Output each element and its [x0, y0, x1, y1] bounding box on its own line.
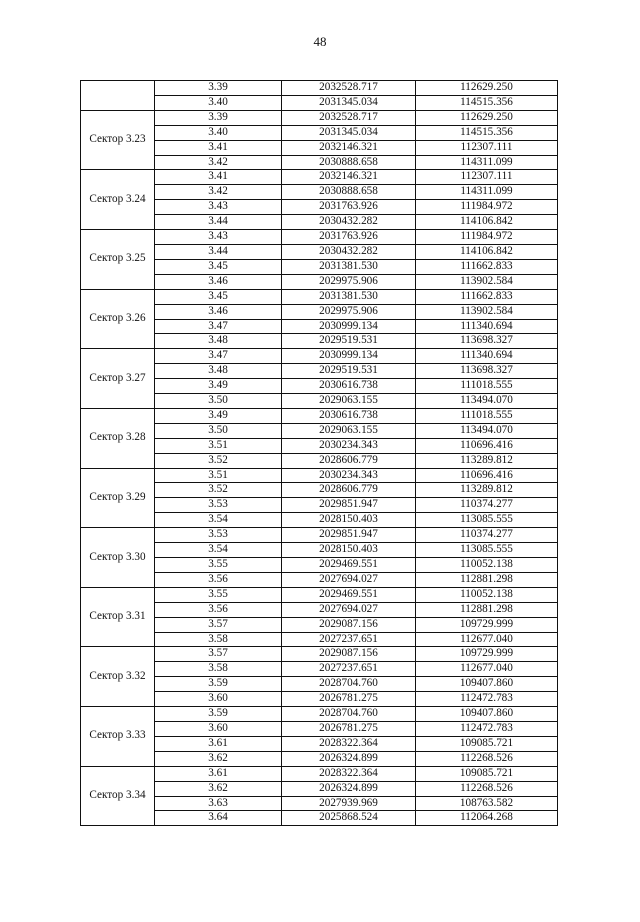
- point-number-cell: 3.58: [155, 662, 282, 677]
- y-coordinate-cell: 109085.721: [416, 736, 558, 751]
- point-number-cell: 3.41: [155, 140, 282, 155]
- point-number-cell: 3.42: [155, 155, 282, 170]
- y-coordinate-cell: 111984.972: [416, 230, 558, 245]
- x-coordinate-cell: 2026781.275: [282, 692, 416, 707]
- x-coordinate-cell: 2026324.899: [282, 781, 416, 796]
- table-row: [81, 528, 558, 543]
- point-number-cell: 3.60: [155, 721, 282, 736]
- sector-name-cell: Сектор 3.24: [81, 170, 155, 230]
- point-number-cell: 3.57: [155, 647, 282, 662]
- point-number-cell: 3.44: [155, 215, 282, 230]
- sector-name-cell: Сектор 3.27: [81, 349, 155, 409]
- point-number-cell: 3.62: [155, 781, 282, 796]
- point-number-cell: 3.52: [155, 453, 282, 468]
- y-coordinate-cell: 113085.555: [416, 543, 558, 558]
- x-coordinate-cell: 2032146.321: [282, 140, 416, 155]
- sector-name-cell: [81, 81, 155, 111]
- point-number-cell: 3.61: [155, 766, 282, 781]
- x-coordinate-cell: 2030616.738: [282, 408, 416, 423]
- point-number-cell: 3.55: [155, 558, 282, 573]
- table-row: [81, 587, 558, 602]
- y-coordinate-cell: 113494.070: [416, 423, 558, 438]
- sector-name-cell: Сектор 3.31: [81, 587, 155, 647]
- x-coordinate-cell: 2032528.717: [282, 81, 416, 96]
- x-coordinate-cell: 2031763.926: [282, 200, 416, 215]
- x-coordinate-cell: 2027237.651: [282, 632, 416, 647]
- x-coordinate-cell: 2029469.551: [282, 587, 416, 602]
- x-coordinate-cell: 2026324.899: [282, 751, 416, 766]
- x-coordinate-cell: 2030999.134: [282, 349, 416, 364]
- x-coordinate-cell: 2028322.364: [282, 736, 416, 751]
- point-number-cell: 3.40: [155, 95, 282, 110]
- y-coordinate-cell: 113085.555: [416, 513, 558, 528]
- point-number-cell: 3.40: [155, 125, 282, 140]
- point-number-cell: 3.39: [155, 110, 282, 125]
- point-number-cell: 3.42: [155, 185, 282, 200]
- point-number-cell: 3.56: [155, 602, 282, 617]
- x-coordinate-cell: 2028606.779: [282, 453, 416, 468]
- x-coordinate-cell: 2031381.530: [282, 289, 416, 304]
- y-coordinate-cell: 113289.812: [416, 483, 558, 498]
- y-coordinate-cell: 112881.298: [416, 572, 558, 587]
- point-number-cell: 3.48: [155, 334, 282, 349]
- page-number: 48: [313, 34, 327, 49]
- y-coordinate-cell: 109729.999: [416, 617, 558, 632]
- y-coordinate-cell: 110696.416: [416, 438, 558, 453]
- x-coordinate-cell: 2031381.530: [282, 259, 416, 274]
- x-coordinate-cell: 2030616.738: [282, 379, 416, 394]
- point-number-cell: 3.53: [155, 498, 282, 513]
- point-number-cell: 3.50: [155, 394, 282, 409]
- x-coordinate-cell: 2029469.551: [282, 558, 416, 573]
- point-number-cell: 3.45: [155, 289, 282, 304]
- x-coordinate-cell: 2030432.282: [282, 244, 416, 259]
- y-coordinate-cell: 114311.099: [416, 185, 558, 200]
- x-coordinate-cell: 2027694.027: [282, 572, 416, 587]
- x-coordinate-cell: 2025868.524: [282, 811, 416, 826]
- table-row: [81, 468, 558, 483]
- y-coordinate-cell: 112472.783: [416, 692, 558, 707]
- y-coordinate-cell: 109729.999: [416, 647, 558, 662]
- y-coordinate-cell: 112064.268: [416, 811, 558, 826]
- point-number-cell: 3.54: [155, 513, 282, 528]
- x-coordinate-cell: 2030234.343: [282, 438, 416, 453]
- point-number-cell: 3.48: [155, 364, 282, 379]
- x-coordinate-cell: 2029063.155: [282, 423, 416, 438]
- point-number-cell: 3.43: [155, 200, 282, 215]
- sector-name-cell: Сектор 3.23: [81, 110, 155, 170]
- point-number-cell: 3.53: [155, 528, 282, 543]
- point-number-cell: 3.44: [155, 244, 282, 259]
- x-coordinate-cell: 2028704.760: [282, 707, 416, 722]
- x-coordinate-cell: 2027939.969: [282, 796, 416, 811]
- x-coordinate-cell: 2029087.156: [282, 617, 416, 632]
- x-coordinate-cell: 2030888.658: [282, 155, 416, 170]
- y-coordinate-cell: 109407.860: [416, 677, 558, 692]
- point-number-cell: 3.60: [155, 692, 282, 707]
- table-row: [81, 766, 558, 781]
- x-coordinate-cell: 2029851.947: [282, 528, 416, 543]
- x-coordinate-cell: 2029087.156: [282, 647, 416, 662]
- x-coordinate-cell: 2027694.027: [282, 602, 416, 617]
- table-row: [81, 707, 558, 722]
- y-coordinate-cell: 110052.138: [416, 558, 558, 573]
- x-coordinate-cell: 2030234.343: [282, 468, 416, 483]
- y-coordinate-cell: 111340.694: [416, 349, 558, 364]
- point-number-cell: 3.64: [155, 811, 282, 826]
- table-row: [81, 289, 558, 304]
- y-coordinate-cell: 112881.298: [416, 602, 558, 617]
- y-coordinate-cell: 112472.783: [416, 721, 558, 736]
- table-row: [81, 170, 558, 185]
- table-row: [81, 349, 558, 364]
- y-coordinate-cell: 111984.972: [416, 200, 558, 215]
- sector-name-cell: Сектор 3.33: [81, 707, 155, 767]
- table-row: [81, 81, 558, 96]
- sector-name-cell: Сектор 3.32: [81, 647, 155, 707]
- x-coordinate-cell: 2031763.926: [282, 230, 416, 245]
- x-coordinate-cell: 2031345.034: [282, 125, 416, 140]
- point-number-cell: 3.59: [155, 707, 282, 722]
- point-number-cell: 3.56: [155, 572, 282, 587]
- y-coordinate-cell: 113902.584: [416, 304, 558, 319]
- y-coordinate-cell: 112307.111: [416, 140, 558, 155]
- point-number-cell: 3.45: [155, 259, 282, 274]
- point-number-cell: 3.39: [155, 81, 282, 96]
- coordinates-table-body: [81, 81, 558, 826]
- x-coordinate-cell: 2029063.155: [282, 394, 416, 409]
- y-coordinate-cell: 113902.584: [416, 274, 558, 289]
- table-row: [81, 647, 558, 662]
- x-coordinate-cell: 2028150.403: [282, 513, 416, 528]
- point-number-cell: 3.47: [155, 319, 282, 334]
- y-coordinate-cell: 109407.860: [416, 707, 558, 722]
- point-number-cell: 3.46: [155, 304, 282, 319]
- point-number-cell: 3.54: [155, 543, 282, 558]
- x-coordinate-cell: 2027237.651: [282, 662, 416, 677]
- point-number-cell: 3.57: [155, 617, 282, 632]
- y-coordinate-cell: 110696.416: [416, 468, 558, 483]
- y-coordinate-cell: 113698.327: [416, 334, 558, 349]
- y-coordinate-cell: 111018.555: [416, 408, 558, 423]
- y-coordinate-cell: 111662.833: [416, 289, 558, 304]
- point-number-cell: 3.43: [155, 230, 282, 245]
- x-coordinate-cell: 2030999.134: [282, 319, 416, 334]
- point-number-cell: 3.63: [155, 796, 282, 811]
- y-coordinate-cell: 112677.040: [416, 632, 558, 647]
- y-coordinate-cell: 110052.138: [416, 587, 558, 602]
- sector-name-cell: Сектор 3.28: [81, 408, 155, 468]
- y-coordinate-cell: 111018.555: [416, 379, 558, 394]
- x-coordinate-cell: 2028150.403: [282, 543, 416, 558]
- sector-name-cell: Сектор 3.30: [81, 528, 155, 588]
- point-number-cell: 3.50: [155, 423, 282, 438]
- y-coordinate-cell: 109085.721: [416, 766, 558, 781]
- point-number-cell: 3.52: [155, 483, 282, 498]
- y-coordinate-cell: 108763.582: [416, 796, 558, 811]
- y-coordinate-cell: 114515.356: [416, 125, 558, 140]
- x-coordinate-cell: 2030432.282: [282, 215, 416, 230]
- y-coordinate-cell: 114106.842: [416, 215, 558, 230]
- sector-name-cell: Сектор 3.29: [81, 468, 155, 528]
- y-coordinate-cell: 112268.526: [416, 751, 558, 766]
- y-coordinate-cell: 112677.040: [416, 662, 558, 677]
- x-coordinate-cell: 2028606.779: [282, 483, 416, 498]
- x-coordinate-cell: 2030888.658: [282, 185, 416, 200]
- x-coordinate-cell: 2029975.906: [282, 304, 416, 319]
- y-coordinate-cell: 113494.070: [416, 394, 558, 409]
- y-coordinate-cell: 112268.526: [416, 781, 558, 796]
- point-number-cell: 3.49: [155, 408, 282, 423]
- sector-name-cell: Сектор 3.34: [81, 766, 155, 826]
- point-number-cell: 3.46: [155, 274, 282, 289]
- point-number-cell: 3.47: [155, 349, 282, 364]
- y-coordinate-cell: 111340.694: [416, 319, 558, 334]
- x-coordinate-cell: 2026781.275: [282, 721, 416, 736]
- point-number-cell: 3.59: [155, 677, 282, 692]
- sector-name-cell: Сектор 3.26: [81, 289, 155, 349]
- x-coordinate-cell: 2032146.321: [282, 170, 416, 185]
- point-number-cell: 3.51: [155, 438, 282, 453]
- x-coordinate-cell: 2029519.531: [282, 364, 416, 379]
- x-coordinate-cell: 2029519.531: [282, 334, 416, 349]
- point-number-cell: 3.49: [155, 379, 282, 394]
- point-number-cell: 3.41: [155, 170, 282, 185]
- y-coordinate-cell: 114311.099: [416, 155, 558, 170]
- y-coordinate-cell: 112629.250: [416, 81, 558, 96]
- point-number-cell: 3.51: [155, 468, 282, 483]
- x-coordinate-cell: 2029975.906: [282, 274, 416, 289]
- point-number-cell: 3.62: [155, 751, 282, 766]
- y-coordinate-cell: 113289.812: [416, 453, 558, 468]
- table-row: [81, 408, 558, 423]
- x-coordinate-cell: 2028704.760: [282, 677, 416, 692]
- y-coordinate-cell: 114106.842: [416, 244, 558, 259]
- y-coordinate-cell: 112307.111: [416, 170, 558, 185]
- point-number-cell: 3.58: [155, 632, 282, 647]
- x-coordinate-cell: 2029851.947: [282, 498, 416, 513]
- sector-name-cell: Сектор 3.25: [81, 230, 155, 290]
- x-coordinate-cell: 2032528.717: [282, 110, 416, 125]
- y-coordinate-cell: 110374.277: [416, 498, 558, 513]
- y-coordinate-cell: 114515.356: [416, 95, 558, 110]
- x-coordinate-cell: 2028322.364: [282, 766, 416, 781]
- point-number-cell: 3.61: [155, 736, 282, 751]
- y-coordinate-cell: 111662.833: [416, 259, 558, 274]
- y-coordinate-cell: 110374.277: [416, 528, 558, 543]
- table-row: [81, 110, 558, 125]
- point-number-cell: 3.55: [155, 587, 282, 602]
- y-coordinate-cell: 112629.250: [416, 110, 558, 125]
- x-coordinate-cell: 2031345.034: [282, 95, 416, 110]
- coordinates-table: [80, 80, 558, 826]
- y-coordinate-cell: 113698.327: [416, 364, 558, 379]
- table-row: [81, 230, 558, 245]
